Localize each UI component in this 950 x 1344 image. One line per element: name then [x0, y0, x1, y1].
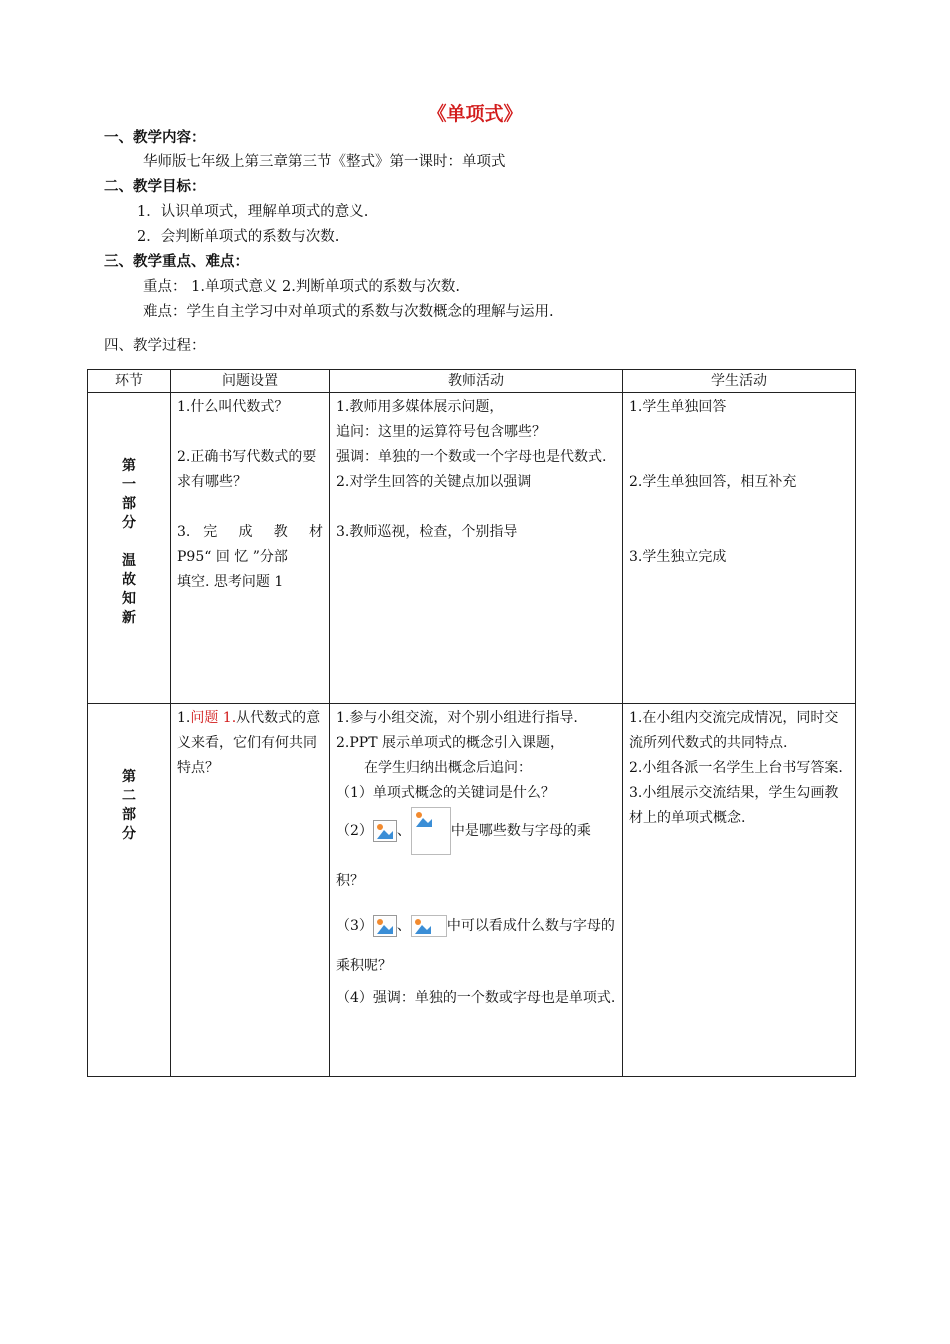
student-activity: 2.学生单独回答，相互补充 [629, 474, 797, 491]
teacher-question-2: （2） 、 中是哪些数与字母的乘积？ [336, 806, 616, 906]
teacher-activity: 1.参与小组交流，对个别小组进行指导. [336, 709, 578, 726]
table-row-part2 [88, 703, 856, 1076]
teacher-activity: 1.教师用多媒体展示问题， [336, 399, 504, 416]
student-activity: 2.小组各派一名学生上台书写答案. [629, 759, 843, 776]
teacher-activity: 强调：单独的一个数或一个字母也是代数式. [336, 449, 607, 466]
teacher-question-3: （3） 、 中可以看成什么数与字母的乘积呢？ [336, 906, 616, 986]
question-3-line2: P95“ 回 忆 ”分部 [177, 549, 288, 566]
content-text: 华师版七年级上第三章第三节《整式》第一课时：单项式 [143, 154, 506, 170]
header-teacher: 教师活动 [330, 370, 623, 393]
table-row-part1 [88, 393, 856, 704]
teacher-activity: （1）单项式概念的关键词是什么？ [336, 784, 555, 801]
teacher-activity: 3.教师巡视，检查，个别指导 [336, 524, 518, 541]
content-heading: 一、教学内容： [104, 130, 206, 146]
teacher-activity: 2.对学生回答的关键点加以强调 [336, 474, 532, 491]
teacher-activity: 2.PPT 展示单项式的概念引入课题， [336, 734, 564, 751]
question-2: 2.正确书写代数式的要求有哪些？ [177, 449, 317, 491]
teacher-activity: 在学生归纳出概念后追问： [364, 759, 532, 776]
lesson-process-table [87, 369, 856, 1077]
broken-image-icon [411, 807, 451, 855]
goal-1: 1．认识单项式，理解单项式的意义. [137, 204, 369, 220]
header-question: 问题设置 [171, 370, 330, 393]
student-activity: 3.学生独立完成 [629, 549, 727, 566]
teacher-cell-part2 [330, 703, 623, 1076]
broken-image-icon [373, 915, 397, 937]
header-stage: 环节 [88, 370, 171, 393]
goals-heading: 二、教学目标： [104, 179, 206, 195]
question-cell-part1 [171, 393, 330, 704]
question-1: 1.什么叫代数式？ [177, 399, 289, 416]
student-activity: 1.学生单独回答 [629, 399, 727, 416]
key-heading: 三、教学重点、难点： [104, 254, 249, 270]
teacher-cell-part1 [330, 393, 623, 704]
question-label: 问题 1. [190, 709, 237, 726]
document-title: 《单项式》 [427, 103, 523, 125]
process-heading: 四、教学过程： [104, 338, 206, 354]
difficult-point: 难点：学生自主学习中对单项式的系数与次数概念的理解与运用. [143, 304, 554, 320]
question-3-line1: 3. 完 成 教 材 [177, 524, 323, 541]
student-cell-part2 [623, 703, 856, 1076]
broken-image-icon [411, 915, 447, 937]
stage-cell-part1: 第 一 部 分 温 故 知 新 [88, 393, 171, 704]
header-student: 学生活动 [623, 370, 856, 393]
broken-image-icon [373, 820, 397, 842]
teacher-activity: 追问：这里的运算符号包含哪些？ [336, 424, 546, 441]
stage-cell-part2: 第 二 部 分 [88, 703, 171, 1076]
key-point: 重点： 1.单项式意义 2.判断单项式的系数与次数. [143, 279, 460, 295]
question-3-line3: 填空. 思考问题 1 [177, 574, 284, 591]
student-activity: 3.小组展示交流结果，学生勾画教材上的单项式概念. [629, 784, 839, 826]
goal-2: 2．会判断单项式的系数与次数. [137, 229, 340, 245]
table-header-row [88, 370, 856, 393]
teacher-activity: （4）强调：单独的一个数或字母也是单项式. [336, 989, 616, 1006]
student-cell-part1 [623, 393, 856, 704]
question-cell-part2 [171, 703, 330, 1076]
student-activity: 1.在小组内交流完成情况，同时交流所列代数式的共同特点. [629, 709, 839, 751]
question-1-part2: 1.问题 1.从代数式的意义来看，它们有何共同特点？ [177, 709, 321, 776]
